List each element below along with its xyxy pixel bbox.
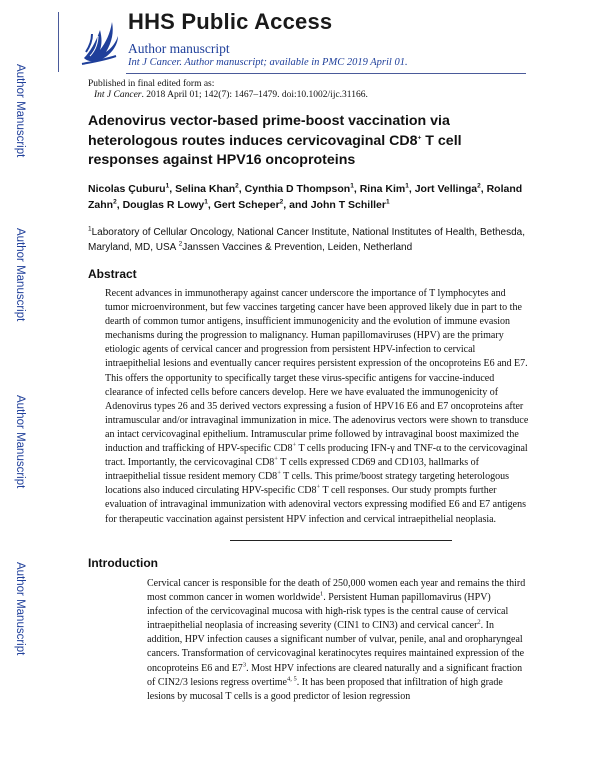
published-note: Published in final edited form as:	[88, 79, 215, 89]
hhs-meta-journal: Int J Cancer	[128, 57, 180, 68]
introduction-heading: Introduction	[88, 556, 158, 570]
reference-link[interactable]: 2	[477, 618, 481, 626]
author: Selina Khan$^2$,	[175, 182, 245, 195]
abstract-body: Recent advances in immunotherapy against cancer underscore the importance of T lymphocytes and tumor microenvironment, but few vaccines targeting cancer have been approved likely due in part to the dearth of common tumor antigens, insufficient immunogenicity and the evolution of immune evasion mechanisms during the progression to malignancy. Human papillomaviruses (HPV) are the primary etiologic agents of cervical cancer and progression from persistent HPV-infection to cervical intraepithelial lesions and eventually cancer requires persistent expression of the oncoproteins E6 and E7. This offers the opportunity to specifically target these virus-specific antigens for vaccine-induced clearance of infected cells before cancers develop. Here we have evaluated the immunogenicity of Adenovirus types 26 and 35 derived vectors expressing a fusion of HPV16 E6 and E7 oncoproteins after intramuscular and/or intravaginal immunization in mice. The adenovirus vectors were shown to transduce an intact cervicovaginal epithelium. Intramuscular prime followed by intravaginal boost maximized the induction and trafficking of HPV-specific CD8+ T cells producing IFN-γ and TNF-α to the cervicovaginal tract. Importantly, the cervicovaginal CD8+ T cells expressed CD69 and CD103, hallmarks of intraepithelial tissue resident memory CD8+ T cells. This prime/boost strategy targeting heterologous locations also induced circulating HPV-specific CD8+ T cell responses. Our study prompts further evaluation of intravaginal immunization with adenoviral vectors expressing modified E6 and E7 antigens for therapeutic vaccination against persistent HPV infection and cervical intraepithelial neoplasia.	[105, 288, 529, 525]
header-left-rule	[58, 12, 59, 72]
article-title	[88, 112, 528, 171]
affiliations: $^1$Laboratory of Cellular Oncology, National Cancer Institute, National Institutes of Health, Bethesda, Maryland, MD, USA $^2$Janssen Vaccines & Prevention, Leiden, Netherland	[88, 225, 526, 253]
author: Gert Scheper$^2$, and	[213, 198, 311, 211]
title-part-b: T cell responses against HPV16 oncoproteins	[88, 132, 462, 168]
reference-link[interactable]: 4, 5	[286, 675, 297, 683]
author: Rina Kim$^1$,	[359, 182, 415, 195]
author: Douglas R Lowy$^1$,	[122, 198, 214, 211]
side-label-author-manuscript: Author Manuscript	[14, 228, 26, 322]
abstract-divider	[230, 540, 452, 541]
side-label-author-manuscript: Author Manuscript	[14, 562, 26, 656]
title-part-a: Adenovirus vector-based prime-boost vaccination via heterologous routes induces cervicovaginal CD8	[88, 113, 450, 149]
author: Cynthia D Thompson$^1$,	[244, 182, 360, 195]
hhs-meta-rest: . Author manuscript; available in PMC 2019 April 01.	[179, 57, 408, 68]
hhs-eagle-logo-icon	[76, 12, 122, 70]
citation-details: . 2018 April 01; 142(7): 1467–1479. doi:10.1002/ijc.31166.	[141, 90, 368, 100]
title-superscript: +	[417, 133, 422, 141]
affiliation-2: Janssen Vaccines & Prevention, Leiden, Netherland	[182, 242, 413, 253]
author: Jort Vellinga$^2$,	[414, 182, 487, 195]
introduction-body: Cervical cancer is responsible for the death of 250,000 women each year and remains the third most common cancer in women worldwide$^1$. Persistent Human papillomavirus (HPV) infection of the cervicovaginal mucosa with high-risk types is the central cause of cervical intraepithelial neoplasia of increasing severity (CIN1 to CIN3) and cervical cancer$^2$. In addition, HPV infection causes a significant number of vulvar, penile, anal and oropharyngeal cancers. Transformation of cervicovaginal keratinocytes requires maintained expression of the oncoproteins E6 and $E7^3$. Most HPV infections are cleared naturally and a significant fraction of CIN2/3 lesions regress overtime$^{4, 5}$. It has been proposed that infiltration of high grade lesions by mucosal T cells is a good predictor of lesion regression	[147, 578, 526, 702]
author: John T Schiller$^1$	[310, 198, 390, 211]
citation-journal: Int J Cancer	[94, 90, 142, 100]
affiliation-1: Laboratory of Cellular Oncology, National Cancer Institute, National Institutes of Health, Bethesda, Maryland, MD, USA	[88, 227, 526, 253]
side-label-author-manuscript: Author Manuscript	[14, 395, 26, 489]
header-rule	[126, 73, 526, 74]
hhs-subtitle: Author manuscript	[128, 41, 230, 56]
reference-link[interactable]: 1	[320, 590, 324, 598]
hhs-title: HHS Public Access	[128, 9, 333, 34]
citation	[94, 90, 368, 100]
abstract-heading: Abstract	[88, 267, 137, 281]
reference-link[interactable]: 3	[242, 661, 247, 669]
side-label-author-manuscript: Author Manuscript	[14, 64, 26, 158]
author: Roland Zahn$^2$,	[88, 183, 523, 211]
hhs-availability	[128, 57, 408, 68]
author: Nicolas Çuburu$^1$,	[88, 182, 176, 195]
author-list	[88, 181, 533, 213]
